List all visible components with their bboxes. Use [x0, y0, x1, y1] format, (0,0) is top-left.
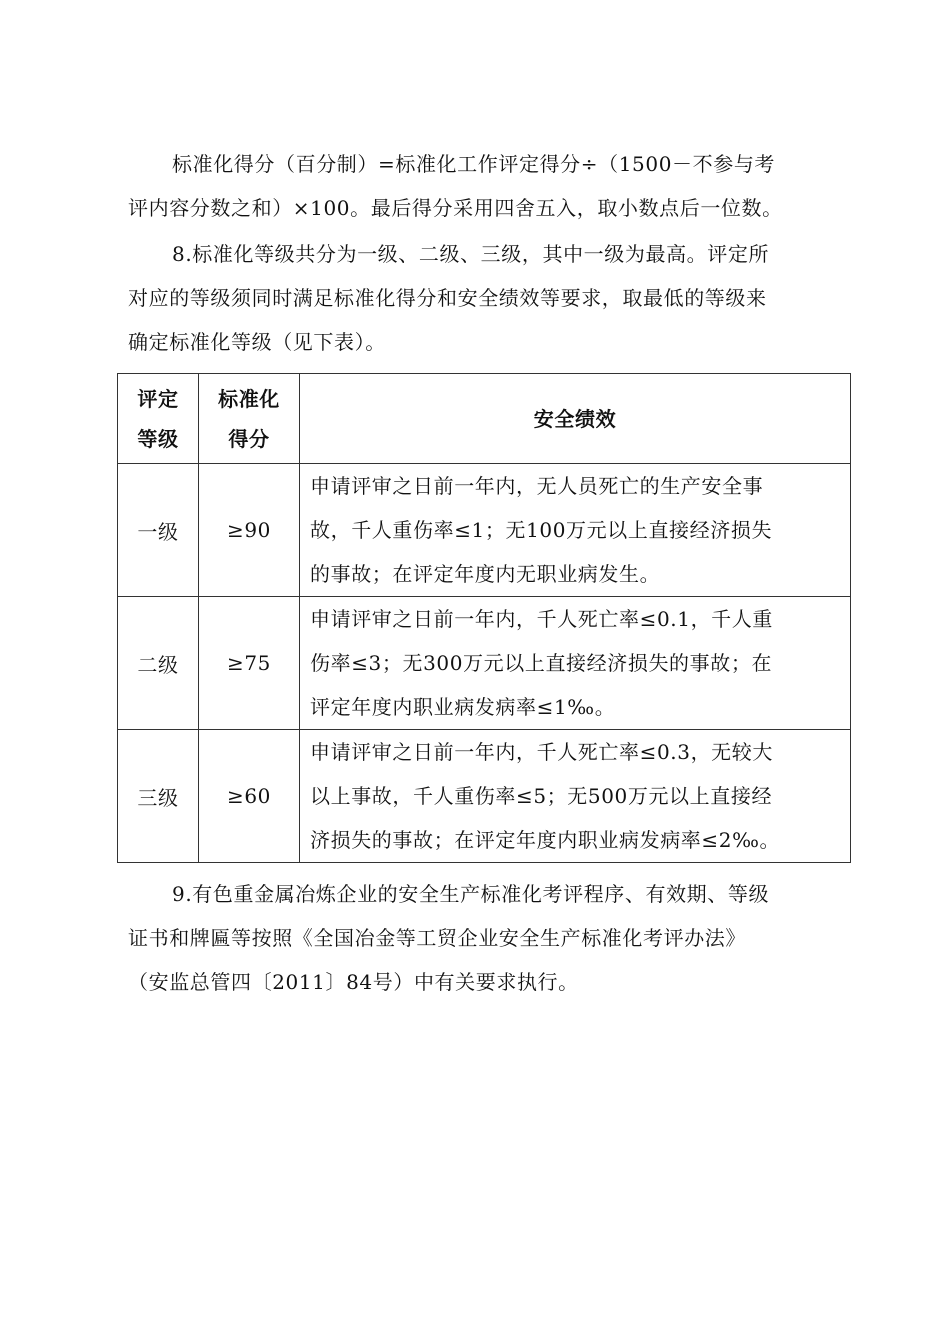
grade-cell: 一级	[118, 464, 199, 597]
grade-criteria-table	[117, 373, 851, 863]
grade-levels-line-3: 确定标准化等级（见下表）。	[128, 330, 386, 354]
procedure-line-2: 证书和牌匾等按照《全国冶金等工贸企业安全生产标准化考评办法》	[128, 926, 746, 950]
header-grade: 评定 等级	[118, 374, 199, 464]
grade-levels-line-1: 8.标准化等级共分为一级、二级、三级，其中一级为最高。评定所	[172, 242, 770, 266]
formula-line-2: 评内容分数之和）×100。最后得分采用四舍五入，取小数点后一位数。	[128, 196, 783, 220]
score-cell: ≥75	[199, 597, 300, 730]
table-row	[118, 464, 851, 597]
procedure-line-1: 9.有色重金属冶炼企业的安全生产标准化考评程序、有效期、等级	[172, 882, 770, 906]
header-performance: 安全绩效	[300, 374, 851, 464]
grade-levels-paragraph	[128, 232, 828, 364]
table-header-row	[118, 374, 851, 464]
grade-levels-line-2: 对应的等级须同时满足标准化得分和安全绩效等要求，取最低的等级来	[128, 286, 767, 310]
header-score: 标准化 得分	[199, 374, 300, 464]
table-row	[118, 730, 851, 863]
performance-cell: 申请评审之日前一年内，无人员死亡的生产安全事 故，千人重伤率≤1；无100万元以上直接经济损失 的事故；在评定年度内无职业病发生。	[300, 464, 851, 597]
performance-cell: 申请评审之日前一年内，千人死亡率≤0.1，千人重 伤率≤3；无300万元以上直接经济损失的事故；在 评定年度内职业病发病率≤1‰。	[300, 597, 851, 730]
score-cell: ≥90	[199, 464, 300, 597]
procedure-paragraph	[128, 872, 828, 1004]
formula-line-1: 标准化得分（百分制）=标准化工作评定得分÷（1500－不参与考	[172, 152, 776, 176]
procedure-line-3: （安监总管四〔2011〕84号）中有关要求执行。	[128, 970, 579, 994]
grade-cell: 二级	[118, 597, 199, 730]
score-cell: ≥60	[199, 730, 300, 863]
table-row	[118, 597, 851, 730]
performance-cell: 申请评审之日前一年内，千人死亡率≤0.3，无较大 以上事故，千人重伤率≤5；无500万元以上直接经 济损失的事故；在评定年度内职业病发病率≤2‰。	[300, 730, 851, 863]
grade-cell: 三级	[118, 730, 199, 863]
formula-paragraph	[128, 142, 828, 230]
